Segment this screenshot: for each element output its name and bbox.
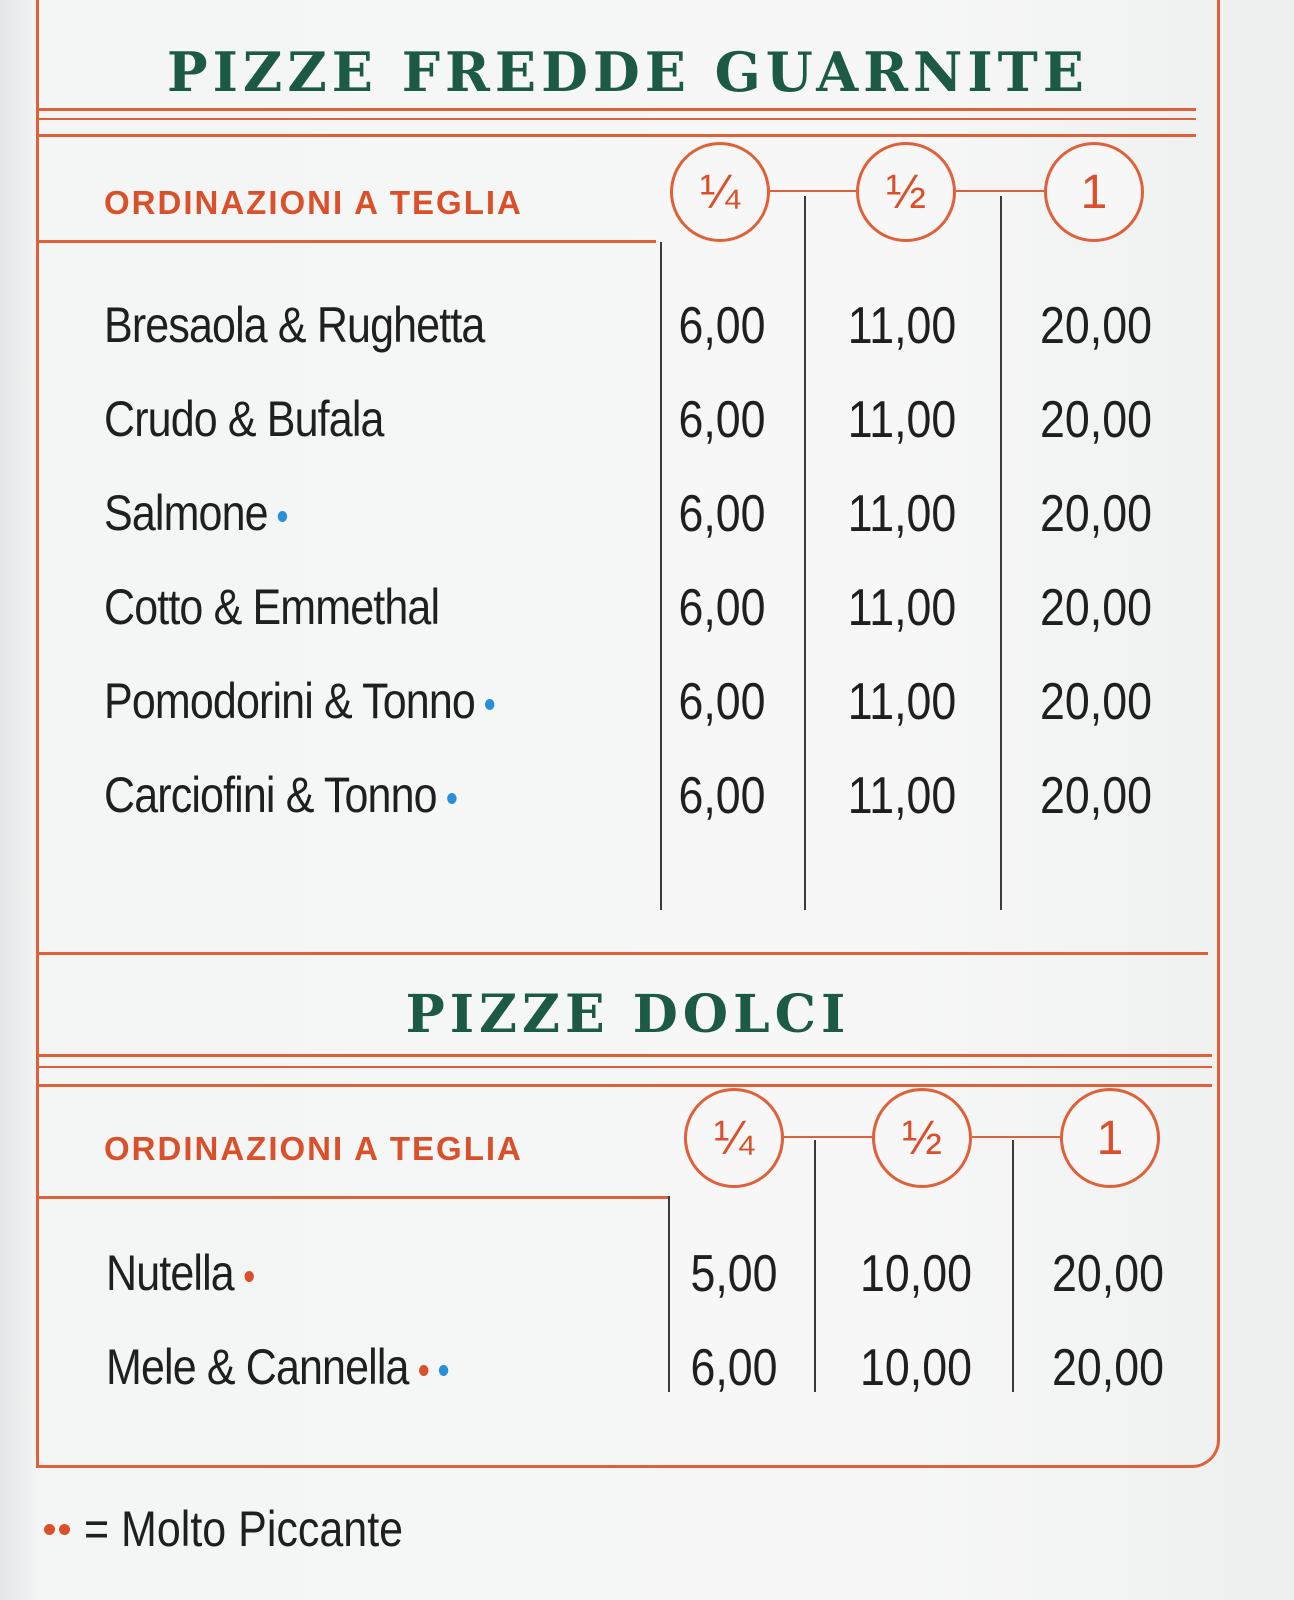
price-half: 11,00 bbox=[847, 673, 957, 731]
size-whole-icon: 1 bbox=[1060, 1088, 1160, 1188]
price-half: 11,00 bbox=[847, 297, 957, 355]
menu-item-name bbox=[104, 296, 484, 354]
price-whole: 20,00 bbox=[1040, 767, 1152, 825]
red-dot-icon bbox=[59, 1524, 70, 1535]
price-quarter: 5,00 bbox=[690, 1245, 778, 1303]
menu-item-row bbox=[0, 390, 1294, 470]
price-quarter: 6,00 bbox=[678, 767, 766, 825]
menu-item-row bbox=[0, 1338, 1294, 1418]
price-half: 10,00 bbox=[860, 1245, 972, 1303]
size-quarter-icon: ¼ bbox=[684, 1088, 784, 1188]
price-whole: 20,00 bbox=[1040, 297, 1152, 355]
size-connector bbox=[972, 1136, 1064, 1138]
menu-item-name bbox=[104, 390, 384, 448]
menu-item-label: Mele & Cannella bbox=[106, 1339, 409, 1395]
menu-item-row bbox=[0, 672, 1294, 752]
price-whole: 20,00 bbox=[1040, 673, 1152, 731]
menu-item-name bbox=[104, 484, 287, 542]
menu-item-name bbox=[106, 1244, 254, 1302]
divider bbox=[36, 1084, 1212, 1087]
price-quarter: 6,00 bbox=[678, 297, 766, 355]
section-title-cold-pizzas: PIZZE FREDDE GUARNITE bbox=[167, 40, 1089, 104]
blue-dot-icon bbox=[439, 1365, 448, 1376]
price-quarter: 6,00 bbox=[690, 1339, 778, 1397]
order-label: ORDINAZIONI A TEGLIA bbox=[104, 1130, 523, 1167]
size-half-icon: ½ bbox=[872, 1088, 972, 1188]
price-quarter: 6,00 bbox=[678, 673, 766, 731]
price-whole: 20,00 bbox=[1040, 391, 1152, 449]
red-dot-icon bbox=[419, 1365, 428, 1376]
price-whole: 20,00 bbox=[1040, 579, 1152, 637]
menu-item-name bbox=[104, 578, 439, 636]
red-dot-icon bbox=[44, 1524, 55, 1535]
legend bbox=[40, 1500, 455, 1558]
price-quarter: 6,00 bbox=[678, 391, 766, 449]
price-whole: 20,00 bbox=[1052, 1245, 1164, 1303]
price-half: 11,00 bbox=[847, 579, 957, 637]
size-connector bbox=[782, 1136, 874, 1138]
price-quarter: 6,00 bbox=[678, 579, 766, 637]
menu-item-label: Pomodorini & Tonno bbox=[104, 673, 475, 729]
size-whole-icon: 1 bbox=[1044, 142, 1144, 242]
blue-dot-icon bbox=[447, 793, 456, 804]
menu-item-label: Bresaola & Rughetta bbox=[104, 297, 485, 353]
menu-item-row bbox=[0, 578, 1294, 658]
size-connector bbox=[768, 190, 858, 192]
divider bbox=[36, 108, 1196, 111]
size-quarter-icon: ¼ bbox=[670, 142, 770, 242]
menu-item-label: Carciofini & Tonno bbox=[104, 767, 437, 823]
divider bbox=[36, 240, 656, 243]
divider bbox=[36, 1196, 668, 1199]
divider bbox=[36, 134, 1196, 137]
blue-dot-icon bbox=[278, 511, 287, 522]
size-connector bbox=[956, 190, 1046, 192]
order-label: ORDINAZIONI A TEGLIA bbox=[104, 184, 523, 221]
divider bbox=[36, 1054, 1212, 1057]
price-half: 10,00 bbox=[860, 1339, 972, 1397]
menu-item-row bbox=[0, 1244, 1294, 1324]
blue-dot-icon bbox=[485, 699, 494, 710]
menu-item-label: Salmone bbox=[104, 485, 268, 541]
menu-item-label: Crudo & Bufala bbox=[104, 391, 384, 447]
price-half: 11,00 bbox=[847, 767, 957, 825]
menu-item-name bbox=[106, 1338, 448, 1396]
size-half-icon: ½ bbox=[856, 142, 956, 242]
menu-item-row bbox=[0, 484, 1294, 564]
menu-item-name bbox=[104, 672, 495, 730]
price-whole: 20,00 bbox=[1040, 485, 1152, 543]
section-title-sweet-pizzas: PIZZE DOLCI bbox=[405, 984, 851, 1045]
menu-item-label: Nutella bbox=[106, 1245, 234, 1301]
divider bbox=[36, 118, 1196, 120]
divider bbox=[36, 1066, 1212, 1068]
menu-item-row bbox=[0, 766, 1294, 846]
menu-item-row bbox=[0, 296, 1294, 376]
menu-item-label: Cotto & Emmethal bbox=[104, 579, 440, 635]
menu-item-name bbox=[104, 766, 456, 824]
price-half: 11,00 bbox=[847, 485, 957, 543]
red-dot-icon bbox=[244, 1271, 253, 1282]
price-whole: 20,00 bbox=[1052, 1339, 1164, 1397]
price-half: 11,00 bbox=[847, 391, 957, 449]
legend-text: = Molto Piccante bbox=[84, 1501, 404, 1557]
divider bbox=[36, 952, 1208, 955]
price-quarter: 6,00 bbox=[678, 485, 766, 543]
